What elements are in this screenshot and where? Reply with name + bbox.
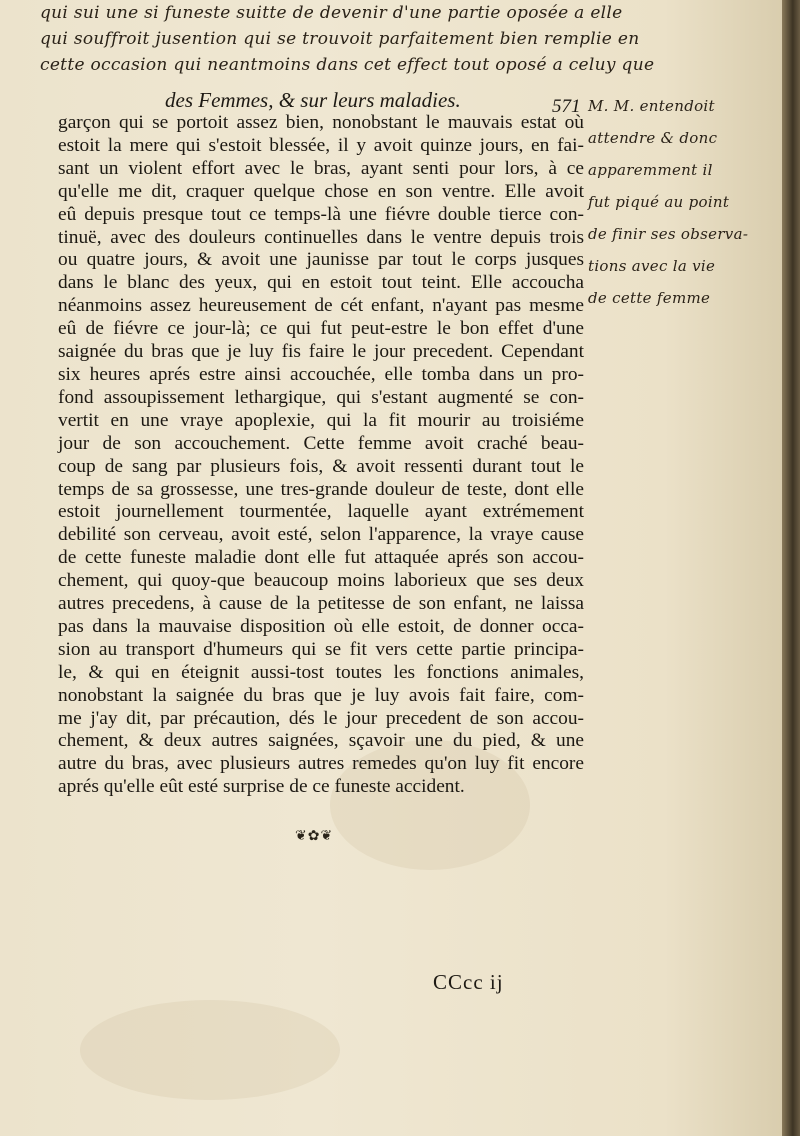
paper-stain	[80, 1000, 340, 1100]
text-line: fond assoupissement lethargique, qui s'estant augmenté se con-	[58, 386, 584, 408]
text-line: nonobstant la saignée du bras que je luy avois fait faire, com-	[58, 684, 584, 706]
margin-note-line: tions avec la vie	[588, 257, 716, 275]
text-line: qu'elle me dit, craquer quelque chose en son ventre. Elle avoit	[58, 180, 584, 202]
margin-note-line: attendre & donc	[588, 129, 718, 147]
text-line: sant un violent effort avec le bras, ayant senti pour lors, à ce	[58, 157, 584, 179]
printer-ornament: ❦✿❦	[295, 828, 334, 844]
text-line: pas dans la mauvaise disposition où elle estoit, de donner occa-	[58, 615, 584, 637]
text-line: chement, qui quoy-que beaucoup moins laborieux que ses deux	[58, 570, 584, 592]
text-line: de cette funeste maladie dont elle fut attaquée aprés son accou-	[58, 547, 584, 569]
text-line: le, & qui en éteignit aussi-tost toutes les fonctions animales,	[58, 661, 584, 683]
text-line: néanmoins assez heureusement de cét enfant, n'ayant pas mesme	[58, 295, 584, 317]
margin-note-line: de cette femme	[588, 289, 711, 307]
margin-note-line: de finir ses observa-	[588, 225, 749, 243]
margin-note-line: M. M. entendoit	[588, 97, 715, 115]
text-line: coup de sang par plusieurs fois, & avoit ressenti durant tout le	[58, 455, 584, 477]
handwritten-note-top-line: qui sui une si funeste suitte de devenir d'une partie oposée a elle	[40, 3, 623, 23]
book-gutter	[782, 0, 800, 1136]
text-line: sion au transport d'humeurs qui se fit vers cette partie principa-	[58, 638, 584, 660]
text-line: six heures aprés estre ainsi accouchée, elle tomba dans un pro-	[58, 363, 584, 385]
handwritten-margin-note	[588, 90, 782, 314]
text-line: aprés qu'elle eût esté surprise de ce funeste accident.	[58, 776, 465, 798]
text-line: estoit journellement tourmentée, laquelle ayant extrémement	[58, 501, 584, 523]
text-line: ou quatre jours, & avoit une jaunisse par tout le corps jusques	[58, 249, 584, 271]
page-number: 571	[552, 96, 581, 117]
body-text	[58, 112, 584, 799]
text-line: temps de sa grossesse, une tres-grande douleur de teste, dont elle	[58, 478, 584, 500]
text-line: estoit la mere qui s'estoit blessée, il y avoit quinze jours, en fai-	[58, 134, 584, 156]
handwritten-note-top-line: qui souffroit jusention qui se trouvoit parfaitement bien remplie en	[40, 29, 640, 49]
text-line: saignée du bras que je luy fis faire le jour precedent. Cependant	[58, 341, 584, 363]
text-line: autres precedens, à cause de la petitesse de son enfant, ne laissa	[58, 593, 584, 615]
running-head: des Femmes, & sur leurs maladies.	[165, 88, 461, 112]
text-line: garçon qui se portoit assez bien, nonobstant le mauvais estat où	[58, 112, 584, 133]
handwritten-note-top-line: cette occasion qui neantmoins dans cet effect tout oposé a celuy que	[40, 55, 655, 75]
text-line: autre du bras, avec plusieurs autres remedes qu'on luy fit encore	[58, 753, 584, 775]
text-line: chement, & deux autres saignées, sçavoir une du pied, & une	[58, 730, 584, 752]
text-line: dans le blanc des yeux, qui en estoit tout teint. Elle accoucha	[58, 272, 584, 294]
text-line: eû depuis presque tout ce temps-là une fiévre double tierce con-	[58, 203, 584, 225]
text-line: debilité son cerveau, avoit esté, selon l'apparence, la vraye cause	[58, 524, 584, 546]
text-line: vertit en une vraye apoplexie, qui la fit mourir au troisiéme	[58, 409, 584, 431]
text-line: eû de fiévre ce jour-là; ce qui fut peut-estre le bon effet d'une	[58, 318, 584, 340]
text-line: tinuë, avec des douleurs continuelles dans le ventre depuis trois	[58, 226, 584, 248]
text-line: me j'ay dit, par précaution, dés le jour precedent de son accou-	[58, 707, 584, 729]
margin-note-line: apparemment il	[588, 161, 713, 179]
signature-mark: CCcc ij	[433, 970, 504, 994]
margin-note-line: fut piqué au point	[588, 193, 730, 211]
text-line: jour de son accouchement. Cette femme avoit craché beau-	[58, 432, 584, 454]
